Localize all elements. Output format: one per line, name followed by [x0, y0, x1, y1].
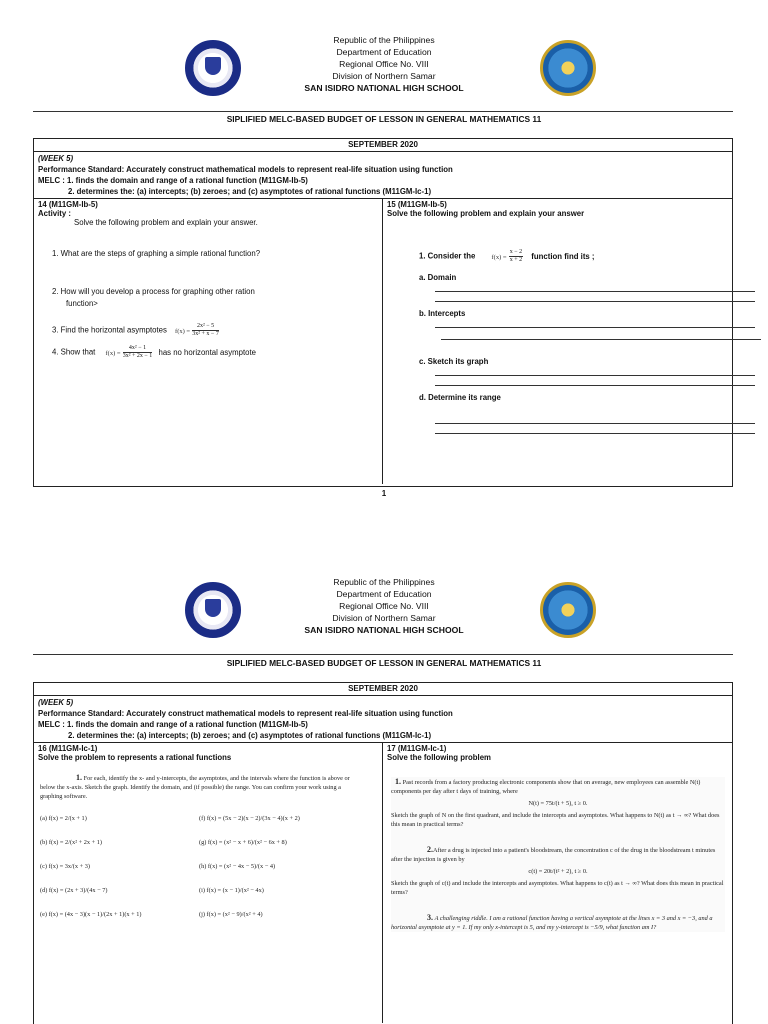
letterhead: Republic of the Philippines Department of Education Regional Office No. VIII Division of Northern Samar SAN ISIDRO NATIONAL HIGH SCHOOL [304, 35, 464, 93]
header-rule [33, 111, 733, 112]
lesson-table [33, 138, 733, 487]
answer-line [441, 339, 761, 340]
exercise-image: 1. For each, identify the x- and y-intercepts, the asymptotes, and the intervals where the function is above or below the x-axis. Sketch the graph. Identify the domain, and (if possible) the range. You can confirm your work using a graphing software. (a) f(x) = 2/(x + 1) (b) f(x) = 2/(x² + 2x + 1) (c) f(x) = 3x/(x + 3) (d) f(x) = (2x + 3)/(4x − 7) (e) f(x) = (4x − 3)(x − 1)/(2x + 1)(x + 1) (f) f(x) = (5x − 2)(x − 2)/(3x − 4)(x + 2) (g) f(x) = (x² − x + 6)/(x² − 6x + 8) (h) f(x) = (x² − 4x − 5)/(x − 4) (i) f(x) = (x − 1)/(x² − 4x) (j) f(x) = (x² − 9)/(x² + 4) [40, 773, 358, 927]
day-17-cell: 17 (M11GM-Ic-1) Solve the following problem 1. Past records from a factory producing electronic components show that on average, new employees can assemble N(t) components per day after t days of training, where N(t) = 75t/(t + 5), t ≥ 0. Sketch the graph of N on the first quadrant, and include the intercepts and asymptotes. What happens to N(t) as t → ∞? What does this mean in practical terms? 2.After a drug is injected into a patient's bloodstream, the concentration c of the drug in the bloodstream t minutes after the injection is given by c(t) = 20t/(t² + 2), t ≥ 0. Sketch the graph of c(t) and include the intercepts and asymptotes. What happens to c(t) as t → ∞? What does this mean in practical terms? 3. A challenging riddle. I am a rational function having a vertical asymptote at the lines x = 3 and x = −3, and a horizontal asymptote at y = 1. If my only x-intercept is 5, and my y-intercept is −5/9, what function am I? [387, 744, 724, 931]
answer-line [435, 291, 755, 292]
answer-line [435, 423, 755, 424]
letterhead: Republic of the Philippines Department of Education Regional Office No. VIII Division of Northern Samar SAN ISIDRO NATIONAL HIGH SCHOOL [304, 577, 464, 635]
consider-item: 1. Consider the f(x) = $\frac{x - 2}{x + 2}$ function find its ; [419, 249, 595, 263]
answer-line [435, 301, 755, 302]
question-3: 3. Find the horizontal asymptotes f(x) = $\frac{\text{2x² − 5}}{\text{3x² + x − 7}}$ [52, 323, 219, 337]
standards-row: (WEEK 5) Performance Standard: Accurately construct mathematical models to represent real-life situation using function MELC : 1. finds the domain and range of a rational function (M11GM-Ib-5) 2. determines the: (a) intercepts; (b) zeroes; and (c) asymptotes of rational functions (M11GM-Ic-1) [34, 152, 732, 199]
answer-line [435, 327, 755, 328]
header-rule [33, 654, 733, 655]
exercise-list-left: (a) f(x) = 2/(x + 1) (b) f(x) = 2/(x² + 2x + 1) (c) f(x) = 3x/(x + 3) (d) f(x) = (2x + 3)/(4x − 7) (e) f(x) = (4x − 3)(x − 1)/(2x + 1)(x + 1) [40, 815, 142, 918]
document-title: SIPLIFIED MELC-BASED BUDGET OF LESSON IN GENERAL MATHEMATICS 11 [226, 658, 542, 668]
month-row: SEPTEMBER 2020 [34, 683, 732, 696]
problems-image: 1. Past records from a factory producing electronic components show that on average, new employees can assemble N(t) components per day after t days of training, where N(t) = 75t/(t + 5), t ≥ 0. Sketch the graph of N on the first quadrant, and include the intercepts and asymptotes. What happens to N(t) as t → ∞? What does this mean in practical terms? 2.After a drug is injected into a patient's bloodstream, the concentration c of the drug in the bloodstream t minutes after the injection is given by c(t) = 20t/(t² + 2), t ≥ 0. Sketch the graph of c(t) and include the intercepts and asymptotes. What happens to c(t) as t → ∞? What does this mean in practical terms? 3. A challenging riddle. I am a rational function having a vertical asymptote at the lines x = 3 and x = −3, and a horizontal asymptote at y = 1. If my only x-intercept is 5, and my y-intercept is −5/9, what function am I? [391, 777, 724, 931]
day-15-cell: 15 (M11GM-Ib-5) Solve the following problem and explain your answer 1. Consider the f(x) = $\frac{x - 2}{x + 2}$ function find its ; a. Domain b. Intercepts c. Sketch its graph d. Determine its range [383, 199, 732, 484]
lesson-table [33, 682, 733, 1024]
answer-line [435, 375, 755, 376]
month-row: SEPTEMBER 2020 [34, 139, 732, 152]
answer-line [435, 385, 755, 386]
exercise-list-right: (f) f(x) = (5x − 2)(x − 2)/(3x − 4)(x + 2) (g) f(x) = (x² − x + 6)/(x² − 6x + 8) (h) f(x) = (x² − 4x − 5)/(x − 4) (i) f(x) = (x − 1)/(x² − 4x) (j) f(x) = (x² − 9)/(x² + 4) [199, 815, 300, 918]
answer-line [435, 433, 755, 434]
document-title: SIPLIFIED MELC-BASED BUDGET OF LESSON IN GENERAL MATHEMATICS 11 [226, 114, 542, 124]
day-16-cell: 16 (M11GM-Ic-1) Solve the problem to represents a rational functions 1. For each, identify the x- and y-intercepts, the asymptotes, and the intervals where the function is above or below the x-axis. Sketch the graph. Identify the domain, and (if possible) the range. You can confirm your work using a graphing software. (a) f(x) = 2/(x + 1) (b) f(x) = 2/(x² + 2x + 1) (c) f(x) = 3x/(x + 3) (d) f(x) = (2x + 3)/(4x − 7) (e) f(x) = (4x − 3)(x − 1)/(2x + 1)(x + 1) (f) f(x) = (5x − 2)(x − 2)/(3x − 4)(x + 2) (g) f(x) = (x² − x + 6)/(x² − 6x + 8) (h) f(x) = (x² − 4x − 5)/(x − 4) (i) f(x) = (x − 1)/(x² − 4x) (j) f(x) = (x² − 9)/(x² + 4) [34, 743, 383, 1023]
page-number: 1 [381, 489, 387, 498]
day-14-cell: 14 (M11GM-Ib-5) Activity : Solve the following problem and explain your answer. 1. What are the steps of graphing a simple rational function? 2. How will you develop a process for graphing other ration function> 3. Find the horizontal asymptotes f(x) = $\frac{\text{2x² − 5}}{\text{3x² + x − 7}}$ 4. Show that f(x) = $\frac{\text{4x² − 1}}{\text{3x² + 2x − 1}}$ has no horizontal asymptote [34, 199, 383, 484]
question-4: 4. Show that f(x) = $\frac{\text{4x² − 1}}{\text{3x² + 2x − 1}}$ has no horizontal asymptote [52, 345, 257, 359]
standards-row: (WEEK 5) Performance Standard: Accurately construct mathematical models to represent real-life situation using function MELC : 1. finds the domain and range of a rational function (M11GM-Ib-5) 2. determines the: (a) intercepts; (b) zeroes; and (c) asymptotes of rational functions (M11GM-Ic-1) [34, 696, 732, 743]
